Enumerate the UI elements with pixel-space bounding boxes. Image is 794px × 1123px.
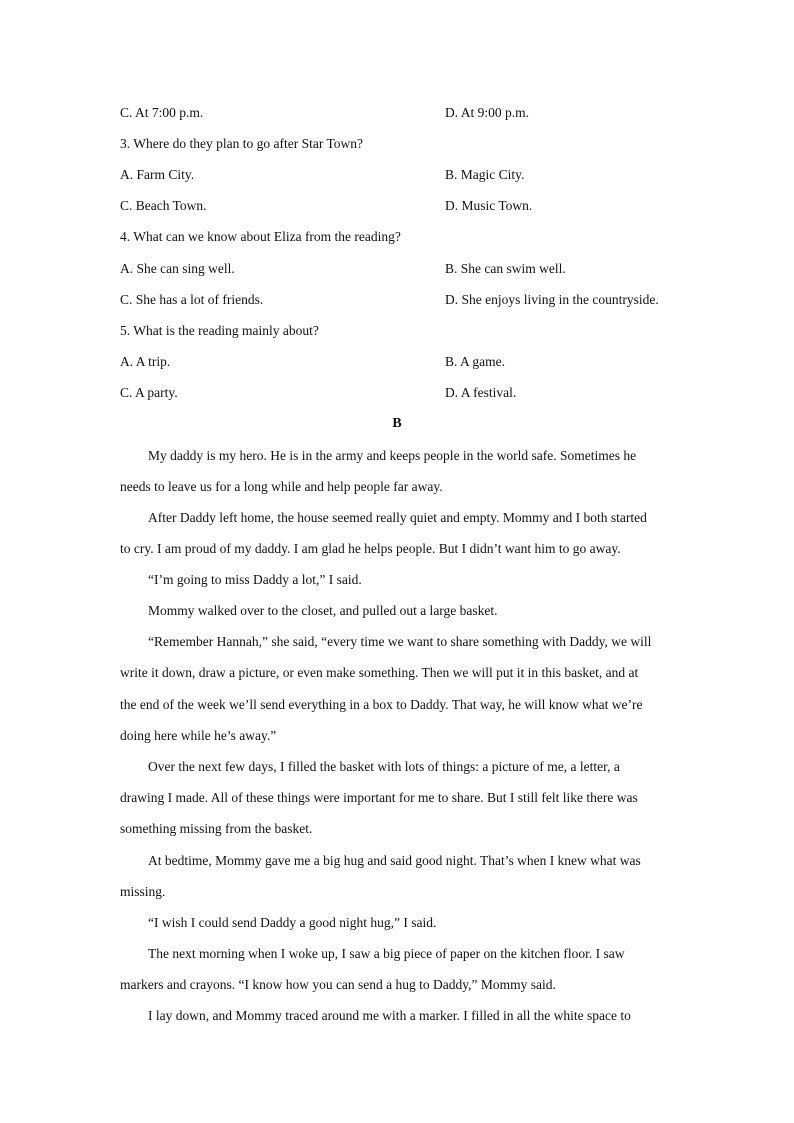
q3-option-b: B. Magic City. [445,167,525,182]
passage-line: something missing from the basket. [120,821,313,836]
q5-option-b: B. A game. [445,354,505,369]
q5-option-c: C. A party. [120,385,178,400]
passage-line: My daddy is my hero. He is in the army and keeps people in the world safe. Sometimes he [148,448,637,463]
q4-stem: 4. What can we know about Eliza from the reading? [120,229,401,244]
q4-option-c: C. She has a lot of friends. [120,292,264,307]
passage-line: The next morning when I woke up, I saw a big piece of paper on the kitchen floor. I saw [148,946,625,961]
passage-line: write it down, draw a picture, or even make something. Then we will put it in this basket, and at [120,665,639,680]
q2-option-c: C. At 7:00 p.m. [120,105,204,120]
q5-option-a: A. A trip. [120,354,171,369]
q4-option-d: D. She enjoys living in the countryside. [445,292,659,307]
passage-line: markers and crayons. “I know how you can send a hug to Daddy,” Mommy said. [120,977,556,992]
q3-option-d: D. Music Town. [445,198,533,213]
passage-line: Mommy walked over to the closet, and pulled out a large basket. [148,603,498,618]
q4-option-a: A. She can sing well. [120,261,235,276]
passage-line: “Remember Hannah,” she said, “every time we want to share something with Daddy, we will [148,634,652,649]
passage-line: At bedtime, Mommy gave me a big hug and said good night. That’s when I knew what was [148,853,641,868]
q4-option-b: B. She can swim well. [445,261,566,276]
passage-line: “I wish I could send Daddy a good night hug,” I said. [148,915,437,930]
q5-stem: 5. What is the reading mainly about? [120,323,319,338]
q3-stem: 3. Where do they plan to go after Star Town? [120,136,363,151]
section-heading: B [392,416,402,431]
q3-option-a: A. Farm City. [120,167,195,182]
passage-line: After Daddy left home, the house seemed really quiet and empty. Mommy and I both started [148,510,647,525]
passage-line: to cry. I am proud of my daddy. I am glad he helps people. But I didn’t want him to go away. [120,541,621,556]
passage-line: I lay down, and Mommy traced around me with a marker. I filled in all the white space to [148,1008,631,1023]
passage-line: “I’m going to miss Daddy a lot,” I said. [148,572,362,587]
passage-line: needs to leave us for a long while and help people far away. [120,479,443,494]
passage-line: doing here while he’s away.” [120,728,277,743]
q5-option-d: D. A festival. [445,385,517,400]
passage-line: missing. [120,884,166,899]
q2-option-d: D. At 9:00 p.m. [445,105,530,120]
passage-line: drawing I made. All of these things were important for me to share. But I still felt like there was [120,790,638,805]
passage-line: Over the next few days, I filled the basket with lots of things: a picture of me, a letter, a [148,759,620,774]
passage-line: the end of the week we’ll send everything in a box to Daddy. That way, he will know what we’re [120,697,643,712]
q3-option-c: C. Beach Town. [120,198,207,213]
